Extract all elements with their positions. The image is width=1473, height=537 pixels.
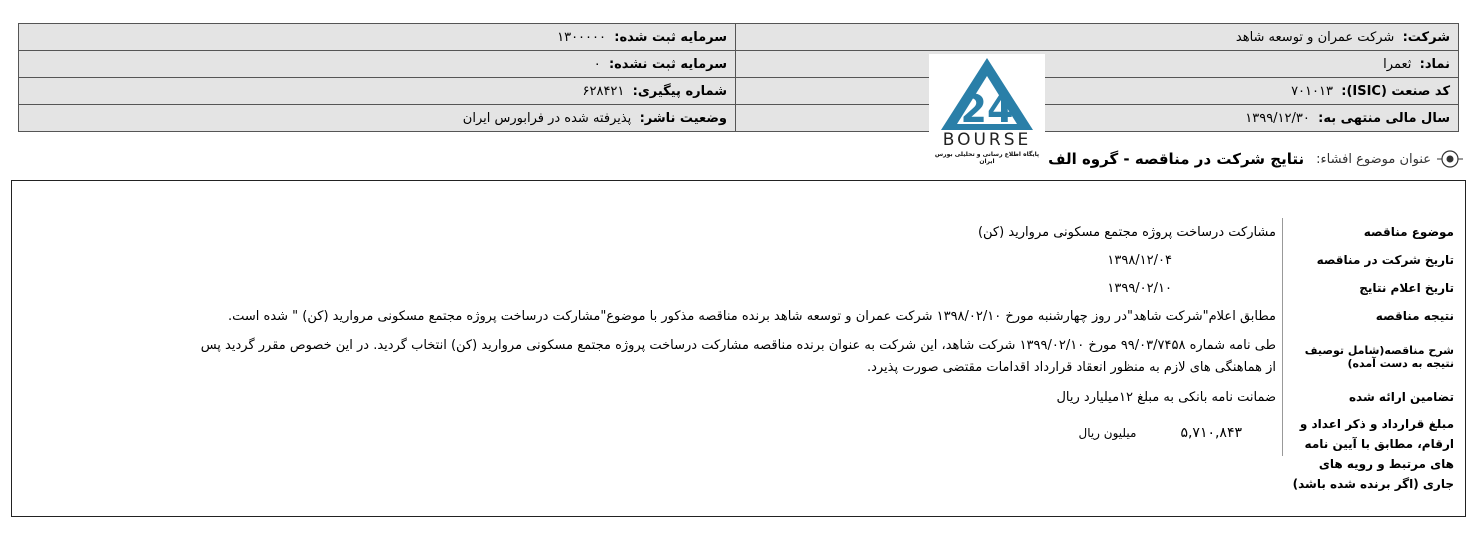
symbol-cell: [736, 51, 1459, 78]
company-label: شرکت:: [1402, 29, 1450, 45]
unregistered-capital-cell: [19, 51, 736, 78]
detail-value: ضمانت نامه بانکی به مبلغ ۱۲میلیارد ریال: [1056, 389, 1276, 405]
detail-value: مشارکت درساخت پروژه مجتمع مسکونی مروارید (کن): [977, 224, 1276, 240]
tracking-value: ۶۲۸۴۲۱: [582, 83, 625, 99]
detail-label: مبلغ قرارداد و ذکر اعداد و ارقام، مطابق با آیین نامه های مرتبط و رویه های جاری (اگر برنده شده باشد): [1282, 410, 1460, 456]
tracking-label: شماره پیگیری:: [632, 83, 727, 99]
symbol-label: نماد:: [1419, 56, 1450, 72]
detail-value: طی نامه شماره ۹۹/۰۳/۷۴۵۸ مورخ ۱۳۹۹/۰۲/۱۰ شرکت شاهد، این شرکت به عنوان برنده مناقصه مشارکت درساخت پروژه مجتمع مسکونی مروارید (کن) انتخاب گردید. در این خصوص مقرر گردید پس از هماهنگی های لازم به منظور انعقاد قرارداد اقدامات مقتضی صورت پذیرد.: [200, 338, 1276, 375]
disclosure-title: نتایج شرکت در مناقصه - گروه الف: [1048, 150, 1305, 168]
triangle-24-icon: [929, 54, 1045, 134]
company-value: شرکت عمران و توسعه شاهد: [1235, 29, 1395, 45]
registered-capital-label: سرمایه ثبت شده:: [614, 29, 727, 45]
details-list: [182, 218, 1460, 491]
detail-row-description: [182, 330, 1460, 384]
isic-cell: [736, 78, 1459, 105]
detail-value: ۱۳۹۸/۱۲/۰۴: [1107, 252, 1172, 268]
detail-label: موضوع مناقصه: [1282, 218, 1460, 246]
publisher-status-cell: [19, 105, 736, 132]
target-icon: [1437, 146, 1463, 172]
disclosure-caption: عنوان موضوع افشاء:: [1316, 151, 1431, 167]
detail-row-results-date: [182, 274, 1460, 302]
fiscal-year-label: سال مالی منتهی به:: [1318, 110, 1450, 126]
detail-value: مطابق اعلام"شرکت شاهد"در روز چهارشنبه مورخ ۱۳۹۸/۰۲/۱۰ شرکت عمران و توسعه شاهد برنده مناقصه مذکور با موضوع"مشارکت درساخت پروژه مجتمع مسکونی مروارید (کن) " شده است.: [227, 308, 1276, 324]
logo-tagline: پایگاه اطلاع رسانی و تحلیلی بورس ایران: [934, 151, 1040, 165]
detail-label: تاریخ شرکت در مناقصه: [1282, 246, 1460, 274]
disclosure-subject: [1042, 145, 1463, 173]
detail-label: نتیجه مناقصه: [1282, 302, 1460, 330]
isic-label: کد صنعت (ISIC):: [1341, 83, 1450, 99]
detail-value: ۱۳۹۹/۰۲/۱۰: [1107, 280, 1172, 296]
detail-label: تضامین ارائه شده: [1282, 384, 1460, 410]
registered-capital-cell: [19, 24, 736, 51]
publisher-status-label: وضعیت ناشر:: [639, 110, 727, 126]
tracking-cell: [19, 78, 736, 105]
logo-text: BOURSE: [942, 130, 1032, 150]
contract-amount: ۵,۷۱۰,۸۴۳: [1180, 425, 1242, 441]
company-info-table: [18, 23, 1459, 132]
detail-row-guarantees: [182, 384, 1460, 410]
publisher-status-value: پذیرفته شده در فرابورس ایران: [462, 110, 632, 126]
details-box: [11, 180, 1466, 517]
detail-row-subject: [182, 218, 1460, 246]
registered-capital-value: ۱۳۰۰۰۰۰: [557, 29, 606, 45]
company-cell: [736, 24, 1459, 51]
unregistered-capital-label: سرمایه ثبت نشده:: [608, 56, 727, 72]
svg-text:24: 24: [960, 87, 1014, 131]
fiscal-year-cell: [736, 105, 1459, 132]
detail-label: شرح مناقصه(شامل توصیف نتیجه به دست آمده): [1282, 330, 1460, 384]
detail-row-result: [182, 302, 1460, 330]
detail-row-contract-amount: [182, 410, 1460, 491]
fiscal-year-value: ۱۳۹۹/۱۲/۳۰: [1245, 110, 1310, 126]
detail-label: تاریخ اعلام نتایج: [1282, 274, 1460, 302]
isic-value: ۷۰۱۰۱۳: [1291, 83, 1333, 99]
unregistered-capital-value: ۰: [593, 56, 601, 72]
bourse-logo: [929, 54, 1045, 166]
detail-row-participation-date: [182, 246, 1460, 274]
contract-amount-value: [1072, 410, 1282, 456]
symbol-value: ثعمرا: [1383, 56, 1412, 72]
contract-amount-unit: میلیون ریال: [1078, 426, 1137, 440]
